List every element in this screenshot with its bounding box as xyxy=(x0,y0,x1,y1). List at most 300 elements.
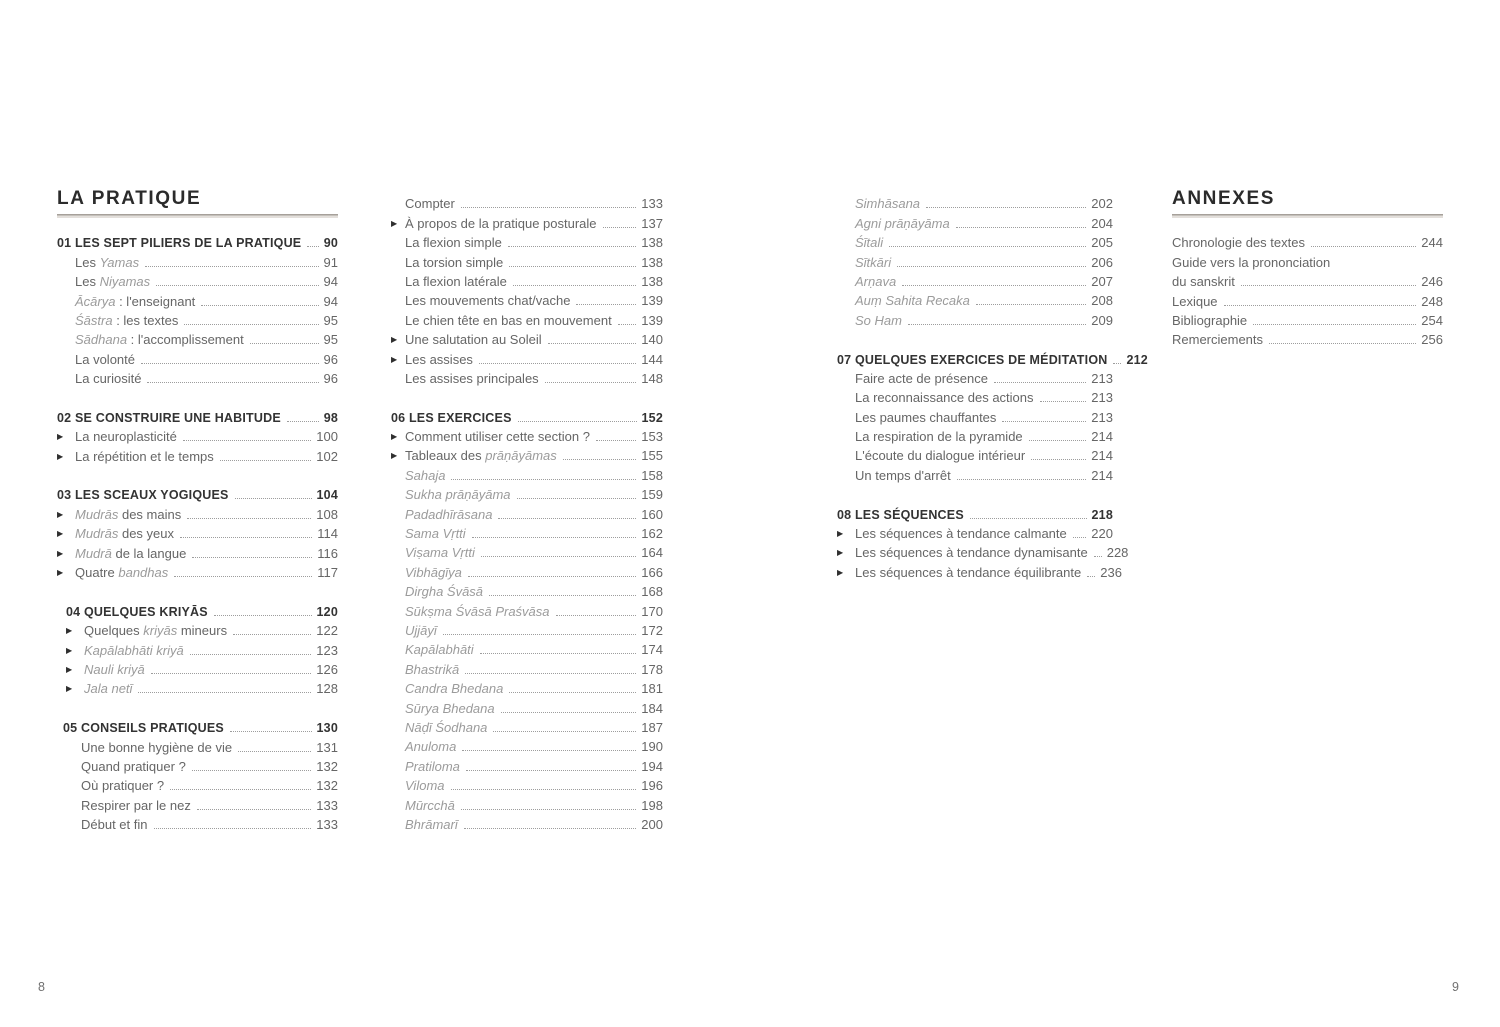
dot-leader xyxy=(1094,556,1102,557)
toc-section-row xyxy=(57,600,338,619)
entry-indent-spacer xyxy=(63,771,81,775)
toc-entry-row xyxy=(391,717,663,736)
dot-leader xyxy=(1224,305,1417,306)
entry-label: 03 LES SCEAUX YOGIQUES xyxy=(57,488,229,503)
entry-indent-spacer xyxy=(391,635,405,639)
entry-indent-spacer xyxy=(391,713,405,717)
entry-label: Remerciements xyxy=(1172,332,1264,348)
dot-leader xyxy=(1040,401,1087,402)
toc-entry-row xyxy=(391,503,663,522)
entry-label: 06 LES EXERCICES xyxy=(391,410,512,425)
toc-entry-row xyxy=(57,620,338,639)
page-ref: 100 xyxy=(316,429,338,445)
dot-leader xyxy=(956,227,1087,228)
dot-leader xyxy=(548,343,637,344)
dot-leader xyxy=(201,305,318,306)
dot-leader xyxy=(187,518,311,519)
page-ref: 174 xyxy=(641,642,663,658)
entry-label: Sahaja xyxy=(405,467,446,483)
page-ref: 133 xyxy=(316,817,338,833)
entry-label: Une salutation au Soleil xyxy=(405,332,542,348)
entry-marker-triangle-icon: ▶ xyxy=(66,626,73,636)
toc-entry-row xyxy=(391,426,663,445)
entry-indent-spacer xyxy=(391,480,405,484)
toc-column-1 xyxy=(57,188,338,833)
dot-leader xyxy=(151,673,312,674)
dot-leader xyxy=(501,712,637,713)
toc-entry-row xyxy=(57,329,338,348)
entry-marker-triangle-icon: ▶ xyxy=(57,548,64,558)
dot-leader xyxy=(461,207,636,208)
entry-indent-spacer xyxy=(391,732,405,736)
entry-indent-spacer xyxy=(391,208,405,212)
toc-entry-row xyxy=(391,581,663,600)
page-ref: 155 xyxy=(641,448,663,464)
toc-column-3 xyxy=(837,193,1148,581)
entry-indent-spacer xyxy=(391,305,405,309)
page-ref: 152 xyxy=(641,410,663,425)
entry-label: Jala netī xyxy=(84,681,133,697)
toc-rows-col1 xyxy=(57,232,338,833)
toc-entry-row xyxy=(391,329,663,348)
toc-entry-row xyxy=(1172,310,1443,329)
entry-label: La curiosité xyxy=(75,371,142,387)
entry-label: Auṃ Sahita Recaka xyxy=(855,293,970,309)
page-ref: 122 xyxy=(316,623,338,639)
toc-entry-row xyxy=(391,775,663,794)
dot-leader xyxy=(518,421,637,422)
toc-entry-row xyxy=(57,562,338,581)
dot-leader xyxy=(138,692,311,693)
dot-leader xyxy=(287,421,319,422)
dot-leader xyxy=(464,828,637,829)
toc-entry-row xyxy=(391,697,663,716)
page-ref: 138 xyxy=(641,254,663,270)
entry-marker-triangle-icon: ▶ xyxy=(57,509,64,519)
entry-label: Viṣama Vṛtti xyxy=(405,545,475,561)
entry-label: Les séquences à tendance calmante xyxy=(855,526,1067,542)
toc-entry-row xyxy=(837,232,1113,251)
entry-indent-spacer xyxy=(837,208,855,212)
toc-entry-row xyxy=(57,348,338,367)
toc-entry-row xyxy=(837,464,1113,483)
dot-leader xyxy=(908,324,1086,325)
dot-leader xyxy=(603,227,637,228)
entry-label: La reconnaissance des actions xyxy=(855,390,1034,406)
page-ref: 144 xyxy=(641,351,663,367)
dot-leader xyxy=(618,324,637,325)
entry-indent-spacer xyxy=(391,771,405,775)
toc-entry-row xyxy=(57,368,338,387)
entry-label: 04 QUELQUES KRIYĀS xyxy=(66,604,208,619)
toc-entry-row xyxy=(391,348,663,367)
page-ref: 137 xyxy=(641,215,663,231)
dot-leader xyxy=(498,518,636,519)
entry-label: Les paumes chauffantes xyxy=(855,409,997,425)
entry-label: Une bonne hygiène de vie xyxy=(81,739,233,755)
page-ref: 214 xyxy=(1091,429,1113,445)
toc-entry-row xyxy=(57,503,338,522)
dot-leader xyxy=(174,576,312,577)
toc-entry-row xyxy=(57,756,338,775)
toc-entry-row xyxy=(57,775,338,794)
toc-entry-row xyxy=(391,193,663,212)
entry-label: Respirer par le nez xyxy=(81,797,191,813)
entry-indent-spacer xyxy=(57,344,75,348)
page-ref: 218 xyxy=(1091,507,1113,522)
entry-marker-triangle-icon: ▶ xyxy=(57,529,64,539)
toc-entry-row xyxy=(391,736,663,755)
toc-entry-row xyxy=(391,212,663,231)
entry-label: Quatre bandhas xyxy=(75,565,169,581)
toc-entry-row xyxy=(837,561,1122,580)
page-ref: 202 xyxy=(1091,196,1113,212)
toc-entry-row xyxy=(837,406,1113,425)
page-ref: 98 xyxy=(323,410,338,425)
dot-leader xyxy=(889,246,1086,247)
left-folio-page-number: 8 xyxy=(38,980,45,994)
entry-marker-triangle-icon: ▶ xyxy=(57,568,64,578)
page-ref: 213 xyxy=(1091,409,1113,425)
dot-leader xyxy=(250,343,319,344)
entry-label: Les séquences à tendance équilibrante xyxy=(855,564,1082,580)
dot-leader xyxy=(596,440,636,441)
page-ref: 248 xyxy=(1421,293,1443,309)
toc-entry-row xyxy=(1172,290,1443,309)
page-ref: 95 xyxy=(323,312,338,328)
toc-section-row xyxy=(391,406,663,425)
entry-label: Nāḍī Śodhana xyxy=(405,719,488,735)
entry-label: Le chien tête en bas en mouvement xyxy=(405,312,612,328)
entry-indent-spacer xyxy=(837,305,855,309)
entry-marker-triangle-icon: ▶ xyxy=(837,567,844,577)
dot-leader xyxy=(468,576,636,577)
dot-leader xyxy=(190,654,312,655)
entry-marker-triangle-icon: ▶ xyxy=(66,645,73,655)
toc-entry-row xyxy=(391,290,663,309)
entry-indent-spacer xyxy=(837,247,855,251)
toc-section-row xyxy=(57,717,338,736)
dot-leader xyxy=(307,246,318,247)
entry-label: L'écoute du dialogue intérieur xyxy=(855,448,1026,464)
entry-label: À propos de la pratique posturale xyxy=(405,215,597,231)
title-rule xyxy=(57,214,338,218)
toc-entry-row xyxy=(837,290,1113,309)
entry-label: Sūkṣma Śvāsā Praśvāsa xyxy=(405,603,550,619)
entry-label: 08 LES SÉQUENCES xyxy=(837,507,964,522)
dot-leader xyxy=(145,266,318,267)
page-ref: 162 xyxy=(641,526,663,542)
page-ref: 212 xyxy=(1126,352,1148,367)
entry-label: Mudrā de la langue xyxy=(75,545,187,561)
entry-label: Śāstra : les textes xyxy=(75,312,179,328)
toc-entry-row xyxy=(837,387,1113,406)
page-ref: 138 xyxy=(641,273,663,289)
entry-label: Ācārya : l'enseignant xyxy=(75,293,196,309)
dot-leader xyxy=(180,537,312,538)
entry-label: Faire acte de présence xyxy=(855,370,988,386)
entry-label: Tableaux des prāṇāyāmas xyxy=(405,448,557,464)
dot-leader xyxy=(1269,343,1416,344)
toc-entry-row xyxy=(1172,251,1443,270)
entry-label: La volonté xyxy=(75,351,135,367)
toc-entry-row xyxy=(391,639,663,658)
page-ref: 168 xyxy=(641,584,663,600)
page-ref: 213 xyxy=(1091,390,1113,406)
entry-indent-spacer xyxy=(837,480,855,484)
entry-indent-spacer xyxy=(57,286,75,290)
page-ref: 94 xyxy=(323,274,338,290)
toc-entry-row xyxy=(391,620,663,639)
entry-label: Bhrāmarī xyxy=(405,816,458,832)
entry-label: La flexion simple xyxy=(405,235,502,251)
entry-label: Où pratiquer ? xyxy=(81,778,165,794)
page-ref: 190 xyxy=(641,739,663,755)
dot-leader xyxy=(235,498,312,499)
entry-label: La torsion simple xyxy=(405,254,504,270)
entry-label: Les mouvements chat/vache xyxy=(405,293,571,309)
entry-indent-spacer xyxy=(391,790,405,794)
toc-entry-row xyxy=(391,251,663,270)
entry-label: Mudrās des mains xyxy=(75,506,182,522)
dot-leader xyxy=(472,537,637,538)
toc-entry-row xyxy=(57,310,338,329)
entry-label: Sukha prāṇāyāma xyxy=(405,487,511,503)
entry-label: Les assises principales xyxy=(405,370,539,386)
dot-leader xyxy=(1241,285,1416,286)
toc-entry-row xyxy=(57,251,338,270)
dot-leader xyxy=(1253,324,1416,325)
entry-marker-triangle-icon: ▶ xyxy=(837,548,844,558)
dot-leader xyxy=(970,518,1087,519)
entry-label: Mudrās des yeux xyxy=(75,526,175,542)
toc-entry-row xyxy=(391,678,663,697)
page-ref: 139 xyxy=(641,312,663,328)
entry-label: Śītali xyxy=(855,235,884,251)
toc-entry-row xyxy=(837,251,1113,270)
toc-entry-row xyxy=(391,561,663,580)
page-ref: 138 xyxy=(641,235,663,251)
entry-indent-spacer xyxy=(391,286,405,290)
entry-label: Kapālabhāti xyxy=(405,642,474,658)
left-page-title: LA PRATIQUE xyxy=(57,188,202,209)
toc-entry-row xyxy=(57,794,338,813)
entry-marker-triangle-icon: ▶ xyxy=(391,335,398,345)
entry-indent-spacer xyxy=(63,790,81,794)
right-page-title: ANNEXES xyxy=(1172,188,1276,209)
entry-label: La flexion latérale xyxy=(405,273,507,289)
toc-entry-row xyxy=(1172,271,1443,290)
toc-entry-row xyxy=(837,542,1129,561)
entry-label: Sūrya Bhedana xyxy=(405,700,495,716)
dot-leader xyxy=(451,789,637,790)
entry-label: Guide vers la prononciation xyxy=(1172,254,1331,270)
toc-section-row xyxy=(57,232,338,251)
entry-label: Quand pratiquer ? xyxy=(81,758,186,774)
toc-entry-row xyxy=(57,736,338,755)
entry-indent-spacer xyxy=(63,752,81,756)
toc-entry-row xyxy=(391,232,663,251)
entry-indent-spacer xyxy=(837,286,855,290)
entry-indent-spacer xyxy=(391,519,405,523)
entry-marker-triangle-icon: ▶ xyxy=(57,432,64,442)
page-ref: 220 xyxy=(1091,526,1113,542)
dot-leader xyxy=(1073,537,1087,538)
dot-leader xyxy=(220,460,312,461)
dot-leader xyxy=(545,382,637,383)
dot-leader xyxy=(563,459,637,460)
page-ref: 256 xyxy=(1421,332,1443,348)
dot-leader xyxy=(480,653,637,654)
page-ref: 214 xyxy=(1091,448,1113,464)
toc-section-gap xyxy=(57,581,338,600)
entry-indent-spacer xyxy=(837,441,855,445)
toc-entry-row xyxy=(57,814,338,833)
page-ref: 207 xyxy=(1091,273,1113,289)
entry-indent-spacer xyxy=(391,499,405,503)
page-ref: 108 xyxy=(316,506,338,522)
page-ref: 184 xyxy=(641,700,663,716)
entry-indent-spacer xyxy=(837,460,855,464)
entry-indent-spacer xyxy=(837,402,855,406)
toc-entry-row xyxy=(391,523,663,542)
page-ref: 164 xyxy=(641,545,663,561)
page-ref: 117 xyxy=(317,565,338,581)
page-ref: 133 xyxy=(641,196,663,212)
page-ref: 128 xyxy=(316,681,338,697)
toc-entry-row xyxy=(391,755,663,774)
toc-section-row xyxy=(57,407,338,426)
right-folio-page-number: 9 xyxy=(1452,980,1459,994)
entry-marker-triangle-icon: ▶ xyxy=(66,664,73,674)
dot-leader xyxy=(957,479,1087,480)
entry-label: Les assises xyxy=(405,351,473,367)
page-ref: 194 xyxy=(641,758,663,774)
entry-label: So Ham xyxy=(855,312,902,328)
page-ref: 94 xyxy=(323,293,338,309)
toc-entry-row xyxy=(391,658,663,677)
toc-entry-row xyxy=(391,542,663,561)
page-ref: 196 xyxy=(641,778,663,794)
entry-label: Début et fin xyxy=(81,817,148,833)
page-ref: 228 xyxy=(1106,545,1129,561)
dot-leader xyxy=(156,285,318,286)
toc-section-gap xyxy=(837,484,1113,503)
entry-indent-spacer xyxy=(391,267,405,271)
entry-marker-triangle-icon: ▶ xyxy=(391,218,398,228)
toc-entry-row xyxy=(391,794,663,813)
dot-leader xyxy=(154,828,312,829)
entry-label: Ujjāyī xyxy=(405,622,437,638)
entry-label: Padadhīrāsana xyxy=(405,506,493,522)
entry-label: Candra Bhedana xyxy=(405,681,504,697)
entry-indent-spacer xyxy=(57,383,75,387)
entry-marker-triangle-icon: ▶ xyxy=(391,451,398,461)
dot-leader xyxy=(466,770,636,771)
entry-label: La respiration de la pyramide xyxy=(855,429,1023,445)
dot-leader xyxy=(214,615,312,616)
page-ref: 126 xyxy=(316,661,338,677)
entry-indent-spacer xyxy=(391,751,405,755)
entry-label: du sanskrit xyxy=(1172,274,1235,290)
toc-section-gap xyxy=(837,329,1113,348)
dot-leader xyxy=(897,266,1086,267)
page-ref: 120 xyxy=(316,604,338,619)
toc-entry-row xyxy=(391,484,663,503)
page-ref: 198 xyxy=(641,797,663,813)
dot-leader xyxy=(451,479,636,480)
dot-leader xyxy=(481,556,636,557)
toc-rows-col4 xyxy=(1172,232,1443,348)
page-ref: 254 xyxy=(1421,312,1443,328)
toc-entry-row xyxy=(57,639,338,658)
entry-indent-spacer xyxy=(391,829,405,833)
entry-label: 02 SE CONSTRUIRE UNE HABITUDE xyxy=(57,410,281,425)
toc-entry-row xyxy=(57,542,338,561)
entry-label: 07 QUELQUES EXERCICES DE MÉDITATION xyxy=(837,352,1108,367)
entry-label: Comment utiliser cette section ? xyxy=(405,429,590,445)
page-ref: 187 xyxy=(641,719,663,735)
entry-label: Sītkāri xyxy=(855,254,892,270)
entry-indent-spacer xyxy=(391,674,405,678)
entry-label: Bhastrikā xyxy=(405,661,460,677)
entry-indent-spacer xyxy=(63,810,81,814)
entry-label: Compter xyxy=(405,196,455,212)
dot-leader xyxy=(994,382,1086,383)
entry-indent-spacer xyxy=(391,325,405,329)
toc-column-4 xyxy=(1172,188,1443,348)
dot-leader xyxy=(462,750,636,751)
entry-label: Arṇava xyxy=(855,273,897,289)
page-ref: 206 xyxy=(1091,254,1113,270)
page-ref: 133 xyxy=(316,797,338,813)
page-ref: 170 xyxy=(641,603,663,619)
entry-marker-triangle-icon: ▶ xyxy=(837,529,844,539)
dot-leader xyxy=(233,634,311,635)
entry-indent-spacer xyxy=(837,422,855,426)
dot-leader xyxy=(238,751,311,752)
page-ref: 91 xyxy=(323,254,338,270)
toc-entry-row xyxy=(391,464,663,483)
entry-label: Quelques kriyās mineurs xyxy=(84,623,228,639)
dot-leader xyxy=(489,595,636,596)
entry-label: Sama Vṛtti xyxy=(405,526,466,542)
dot-leader xyxy=(1029,440,1087,441)
entry-indent-spacer xyxy=(391,538,405,542)
toc-entry-row xyxy=(837,193,1113,212)
page-ref: 181 xyxy=(641,681,663,697)
entry-indent-spacer xyxy=(837,228,855,232)
toc-entry-row xyxy=(57,445,338,464)
toc-column-2 xyxy=(391,193,663,833)
page-ref: 90 xyxy=(323,236,338,251)
dot-leader xyxy=(1087,576,1095,577)
page-ref: 205 xyxy=(1091,235,1113,251)
page-ref: 200 xyxy=(641,816,663,832)
toc-entry-row xyxy=(57,426,338,445)
toc-entry-row xyxy=(391,600,663,619)
entry-label: Vibhāgīya xyxy=(405,564,462,580)
toc-entry-row xyxy=(837,368,1113,387)
dot-leader xyxy=(192,557,312,558)
page-ref: 209 xyxy=(1091,312,1113,328)
page-ref: 204 xyxy=(1091,215,1113,231)
entry-label: Simhāsana xyxy=(855,196,921,212)
entry-indent-spacer xyxy=(391,596,405,600)
dot-leader xyxy=(147,382,318,383)
toc-entry-row xyxy=(391,309,663,328)
dot-leader xyxy=(230,731,312,732)
